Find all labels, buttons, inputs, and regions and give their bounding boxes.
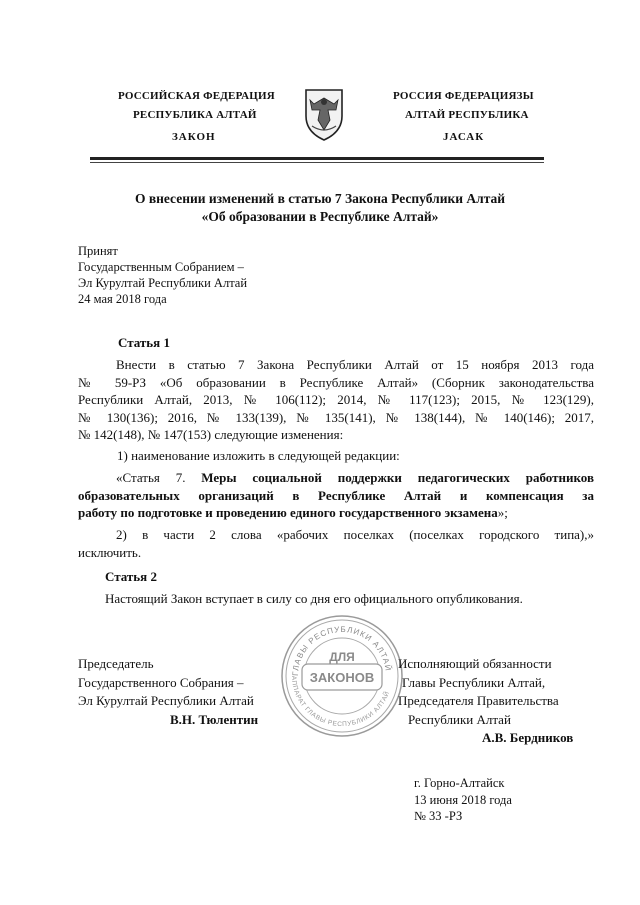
- footer-number: № 33 -РЗ: [414, 809, 463, 823]
- sig-left-line1: Председатель: [78, 656, 154, 671]
- stamp-ring-top: ГЛАВЫ РЕСПУБЛИКИ АЛТАЙ: [290, 624, 393, 677]
- official-stamp: [278, 612, 406, 740]
- article1-line3: Республики Алтай, 2013, № 106(112); 2014, № 117(123); 2015, № 123(129),: [78, 392, 594, 407]
- article1-line5: № 142(148), № 147(153) следующие изменения:: [78, 427, 344, 442]
- quote-prefix: «Статья 7.: [116, 470, 202, 485]
- sig-right-line2: Главы Республики Алтай,: [402, 674, 546, 690]
- header-left-law: ЗАКОН: [172, 131, 216, 143]
- footer-date: 13 июня 2018 года: [414, 792, 512, 807]
- article1-item1: 1) наименование изложить в следующей редакции:: [117, 448, 400, 463]
- document-title: [60, 190, 580, 226]
- title-line2: «Об образовании в Республике Алтай»: [201, 209, 439, 224]
- quote-bold-3: работу по подготовке и проведению единого государственного экзамена: [78, 505, 498, 520]
- article1-line4: № 130(136); 2016, № 133(139), № 135(141), № 138(144), № 140(146); 2017,: [78, 409, 594, 425]
- article1-line2: № 59-РЗ «Об образовании в Республике Алтай» (Сборник законодательства: [78, 374, 594, 390]
- item2-line1: 2) в части 2 слова «рабочих поселках (поселках городского типа),»: [116, 527, 594, 542]
- sig-left-name: В.Н. Тюлентин: [170, 711, 259, 727]
- quote-bold-1: Меры социальной поддержки педагогических работников: [201, 470, 594, 485]
- stamp-ring-bottom: АППАРАТ ГЛАВЫ РЕСПУБЛИКИ АЛТАЙ: [289, 675, 392, 729]
- adopted-line2: Государственным Собранием –: [78, 260, 244, 274]
- header-right-line2: АЛТАЙ РЕСПУБЛИКА: [405, 109, 529, 121]
- sig-right-line4: Республики Алтай: [408, 711, 511, 727]
- article1-body: [78, 356, 594, 444]
- article2-heading: Статья 2: [105, 569, 157, 584]
- header-divider-thin: [90, 162, 544, 163]
- stamp-center-line2: ЗАКОНОВ: [309, 670, 375, 685]
- adopted-block: [78, 243, 247, 307]
- item2-line2: исключить.: [78, 544, 142, 560]
- quote-line1: [116, 469, 594, 487]
- quote-suffix: »;: [497, 505, 508, 520]
- header-right-line1: РОССИЯ ФЕДЕРАЦИЯЗЫ: [393, 90, 534, 102]
- header-right-law: JАСАК: [443, 131, 485, 143]
- article1-quote: [78, 469, 594, 522]
- article1-heading: Статья 1: [118, 335, 170, 350]
- sig-right-name: А.В. Бердников: [482, 730, 574, 745]
- article1-item2: [78, 526, 594, 561]
- sig-right-line1: Исполняющий обязанности: [398, 656, 552, 671]
- signature-left: [78, 655, 258, 729]
- sig-left-line2: Государственного Собрания –: [78, 674, 244, 690]
- header-divider-thick: [90, 157, 544, 160]
- adopted-line4: 24 мая 2018 года: [78, 292, 167, 306]
- signature-right: [398, 655, 573, 748]
- footer-city: г. Горно-Алтайск: [414, 776, 505, 790]
- title-line1: О внесении изменений в статью 7 Закона Республики Алтай: [134, 191, 506, 206]
- header-left-line1: РОССИЙСКАЯ ФЕДЕРАЦИЯ: [118, 90, 275, 102]
- adopted-line3: Эл Курултай Республики Алтай: [78, 276, 248, 290]
- sig-right-line3: Председателя Правительства: [398, 693, 559, 708]
- quote-line2: образовательных организаций в Республике Алтай и компенсация за: [78, 487, 594, 503]
- footer-block: [414, 775, 512, 825]
- sig-left-line3: Эл Курултай Республики Алтай: [78, 693, 254, 708]
- stamp-center-line1: ДЛЯ: [329, 650, 355, 664]
- header-left-line2: РЕСПУБЛИКА АЛТАЙ: [133, 109, 257, 121]
- adopted-line1: Принят: [78, 244, 118, 258]
- quote-line3: [78, 504, 594, 522]
- coat-of-arms-icon: [298, 86, 350, 142]
- article2-text: Настоящий Закон вступает в силу со дня его официального опубликования.: [105, 591, 523, 606]
- article1-line1: Внести в статью 7 Закона Республики Алтай от 15 ноября 2013 года: [116, 357, 594, 372]
